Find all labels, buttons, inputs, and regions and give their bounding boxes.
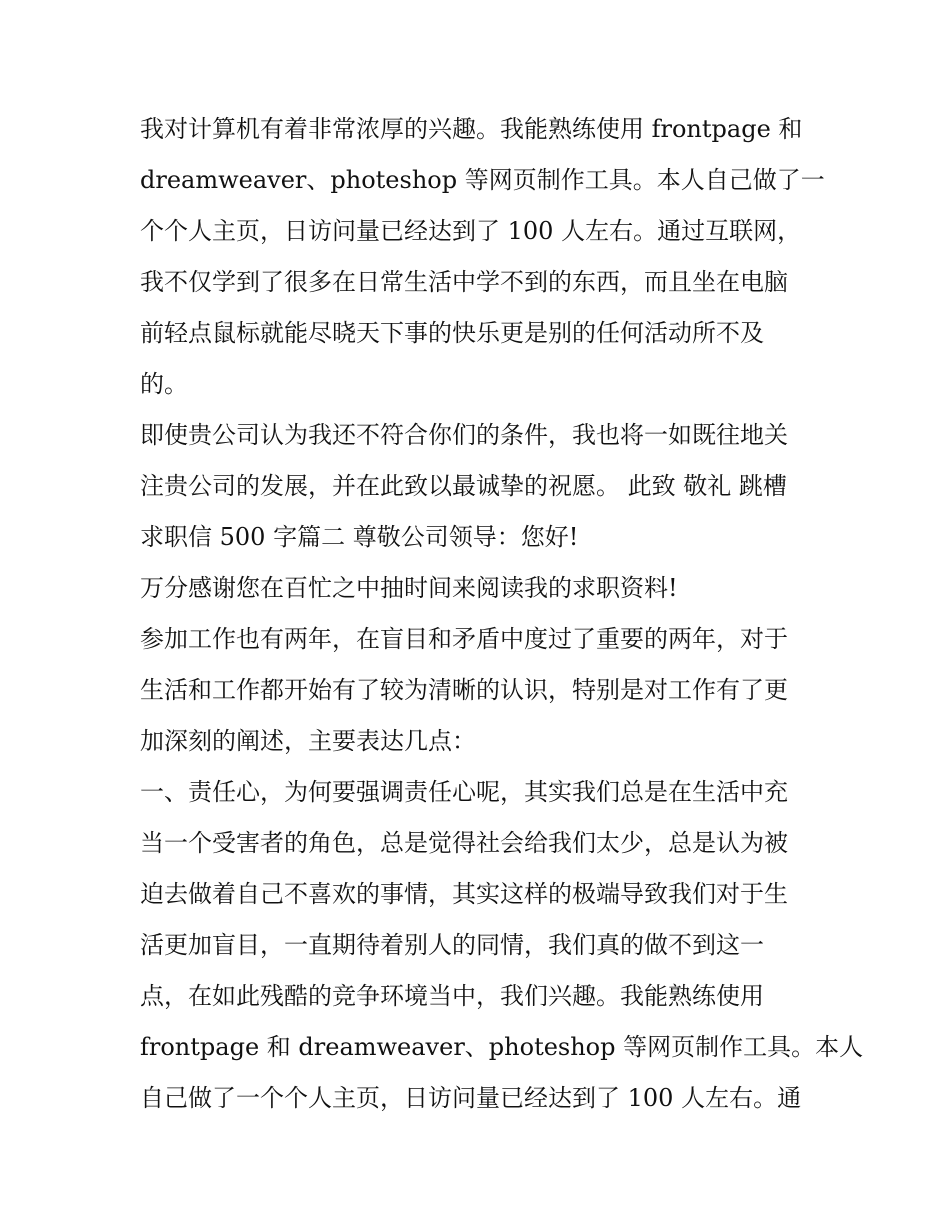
text-line: 万分感谢您在百忙之中抽时间来阅读我的求职资料! (140, 574, 678, 602)
text-line: 一、责任心，为何要强调责任心呢，其实我们总是在生活中充 (140, 778, 788, 806)
text-line: 加深刻的阐述，主要表达几点： (140, 727, 476, 755)
text-line: 我对计算机有着非常浓厚的兴趣。我能熟练使用 frontpage 和 (140, 115, 803, 143)
document-body (140, 104, 864, 1124)
text-line: 前轻点鼠标就能尽晓天下事的快乐更是别的任何活动所不及 (140, 319, 764, 347)
text-line: 当一个受害者的角色，总是觉得社会给我们太少，总是认为被 (140, 829, 788, 857)
text-line: 活更加盲目，一直期待着别人的同情，我们真的做不到这一 (140, 931, 764, 959)
text-line: 注贵公司的发展，并在此致以最诚挚的祝愿。 此致 敬礼 跳槽 (140, 472, 787, 500)
text-line: 我不仅学到了很多在日常生活中学不到的东西，而且坐在电脑 (140, 268, 788, 296)
text-line: dreamweaver、photeshop 等网页制作工具。本人自己做了一 (140, 166, 825, 194)
text-line: 个个人主页，日访问量已经达到了 100 人左右。通过互联网， (140, 217, 802, 245)
text-line: 自己做了一个个人主页，日访问量已经达到了 100 人左右。通 (140, 1084, 802, 1112)
text-line: frontpage 和 dreamweaver、photeshop 等网页制作工具。本人 (140, 1033, 864, 1061)
text-line: 参加工作也有两年，在盲目和矛盾中度过了重要的两年，对于 (140, 625, 788, 653)
text-line: 迫去做着自己不喜欢的事情，其实这样的极端导致我们对于生 (140, 880, 788, 908)
text-line: 点，在如此残酷的竞争环境当中，我们兴趣。我能熟练使用 (140, 982, 764, 1010)
text-line: 求职信 500 字篇二 尊敬公司领导：您好! (140, 523, 579, 551)
text-line: 的。 (140, 370, 188, 398)
text-line: 生活和工作都开始有了较为清晰的认识，特别是对工作有了更 (140, 676, 788, 704)
text-line: 即使贵公司认为我还不符合你们的条件，我也将一如既往地关 (140, 421, 788, 449)
